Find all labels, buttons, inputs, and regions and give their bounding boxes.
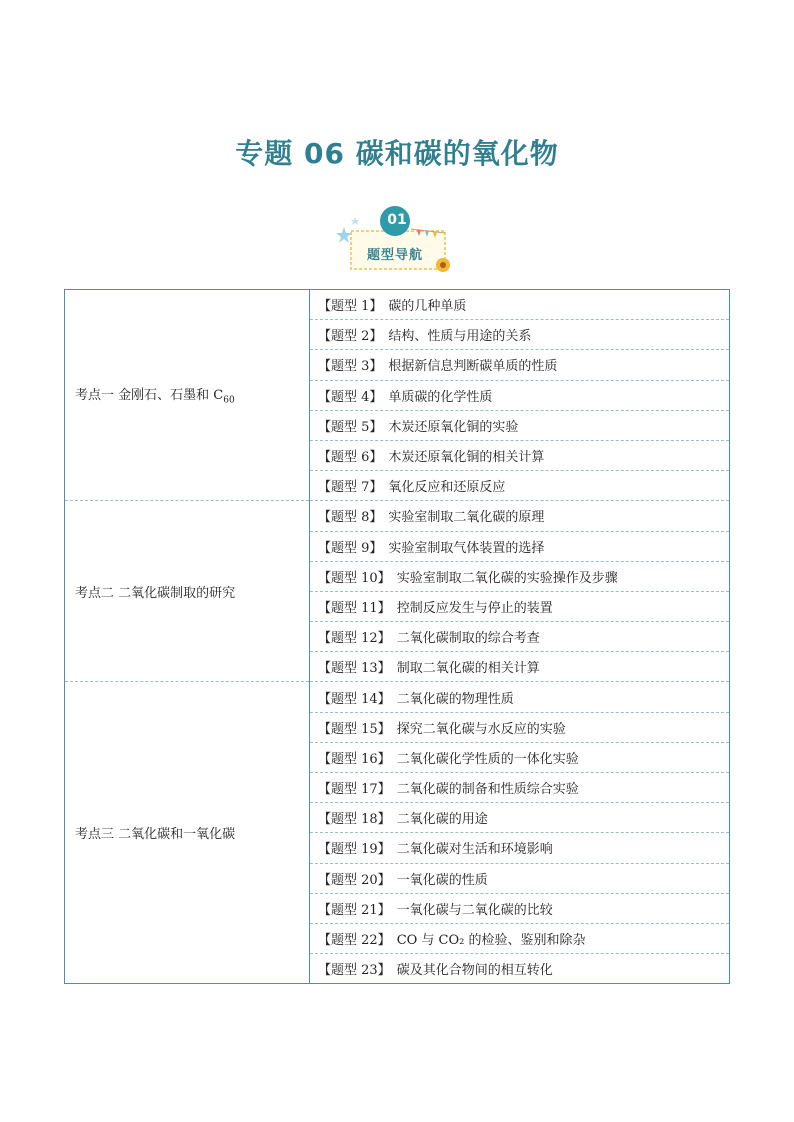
question-type-text: CO 与 CO₂ 的检验、鉴别和除杂 <box>396 933 586 949</box>
question-type-text: 控制反应发生与停止的装置 <box>396 600 553 616</box>
question-type-item <box>310 923 730 953</box>
question-type-text: 根据新信息判断碳单质的性质 <box>388 359 558 375</box>
question-type-tag: 【题型 2】 <box>318 329 383 345</box>
star-icon <box>336 227 352 243</box>
question-type-item <box>310 622 730 652</box>
question-type-tag: 【题型 3】 <box>318 359 383 375</box>
question-type-item <box>310 561 730 591</box>
category-label: 考点二 二氧化碳制取的研究 <box>75 585 236 601</box>
question-type-text: 一氧化碳的性质 <box>396 872 488 888</box>
table-row <box>65 501 730 531</box>
question-type-text: 二氧化碳制取的综合考查 <box>396 631 540 647</box>
question-type-tag: 【题型 17】 <box>318 782 391 798</box>
question-type-item <box>310 591 730 621</box>
category-cell <box>65 290 310 501</box>
badge-label: 题型导航 <box>366 248 423 263</box>
question-type-text: 碳及其化合物间的相互转化 <box>396 963 553 979</box>
question-type-text: 二氧化碳的用途 <box>396 812 488 828</box>
question-type-tag: 【题型 16】 <box>318 751 391 767</box>
question-type-table <box>64 289 730 984</box>
question-type-item <box>310 803 730 833</box>
question-type-tag: 【题型 6】 <box>318 450 383 466</box>
question-type-text: 制取二氧化碳的相关计算 <box>396 661 540 677</box>
question-type-item <box>310 682 730 712</box>
question-type-text: 结构、性质与用途的关系 <box>388 329 532 345</box>
question-type-text: 一氧化碳与二氧化碳的比较 <box>396 902 553 918</box>
question-type-text: 探究二氧化碳与水反应的实验 <box>396 721 566 737</box>
category-label: 考点一 金刚石、石墨和 C <box>75 388 224 404</box>
question-type-tag: 【题型 13】 <box>318 661 391 677</box>
question-type-tag: 【题型 23】 <box>318 963 391 979</box>
section-badge <box>333 203 457 277</box>
question-type-tag: 【题型 9】 <box>318 540 383 556</box>
question-type-item <box>310 652 730 682</box>
question-type-item <box>310 380 730 410</box>
question-type-tag: 【题型 12】 <box>318 631 391 647</box>
table-row <box>65 290 730 320</box>
question-type-tag: 【题型 4】 <box>318 389 383 405</box>
question-type-item <box>310 471 730 501</box>
question-type-item <box>310 742 730 772</box>
category-subscript: 60 <box>223 395 235 406</box>
question-type-item <box>310 833 730 863</box>
question-type-item <box>310 410 730 440</box>
question-type-text: 二氧化碳化学性质的一体化实验 <box>396 751 579 767</box>
question-type-text: 木炭还原氧化铜的相关计算 <box>388 450 545 466</box>
question-type-text: 氧化反应和还原反应 <box>388 480 506 496</box>
question-type-item <box>310 440 730 470</box>
question-type-text: 二氧化碳对生活和环境影响 <box>396 842 553 858</box>
question-type-tag: 【题型 15】 <box>318 721 391 737</box>
question-type-text: 二氧化碳的制备和性质综合实验 <box>396 782 579 798</box>
category-cell <box>65 501 310 682</box>
question-type-text: 木炭还原氧化铜的实验 <box>388 419 519 435</box>
badge-number: 01 <box>387 212 407 228</box>
question-type-text: 实验室制取气体装置的选择 <box>388 540 545 556</box>
question-type-item <box>310 501 730 531</box>
question-type-text: 单质碳的化学性质 <box>388 389 493 405</box>
question-type-text: 二氧化碳的物理性质 <box>396 691 514 707</box>
question-type-tag: 【题型 7】 <box>318 480 383 496</box>
question-type-tag: 【题型 20】 <box>318 872 391 888</box>
question-type-item <box>310 773 730 803</box>
question-type-text: 碳的几种单质 <box>388 299 467 315</box>
page-title: 专题 06 碳和碳的氧化物 <box>235 137 559 170</box>
question-type-item <box>310 863 730 893</box>
question-type-tag: 【题型 21】 <box>318 902 391 918</box>
question-type-item <box>310 893 730 923</box>
question-type-item <box>310 954 730 984</box>
small-star-icon <box>351 217 359 225</box>
category-label: 考点三 二氧化碳和一氧化碳 <box>75 827 236 843</box>
question-type-item <box>310 531 730 561</box>
table-row <box>65 682 730 712</box>
question-type-tag: 【题型 11】 <box>318 600 391 616</box>
question-type-text: 实验室制取二氧化碳的原理 <box>388 510 545 526</box>
question-type-tag: 【题型 8】 <box>318 510 383 526</box>
question-type-tag: 【题型 19】 <box>318 842 391 858</box>
question-type-item <box>310 290 730 320</box>
question-type-tag: 【题型 14】 <box>318 691 391 707</box>
question-type-tag: 【题型 1】 <box>318 299 383 315</box>
question-type-item <box>310 712 730 742</box>
question-type-item <box>310 350 730 380</box>
question-type-tag: 【题型 18】 <box>318 812 391 828</box>
question-type-tag: 【题型 10】 <box>318 570 391 586</box>
question-type-tag: 【题型 5】 <box>318 419 383 435</box>
question-type-tag: 【题型 22】 <box>318 933 391 949</box>
question-type-item <box>310 320 730 350</box>
category-cell <box>65 682 310 984</box>
question-type-text: 实验室制取二氧化碳的实验操作及步骤 <box>396 570 618 586</box>
